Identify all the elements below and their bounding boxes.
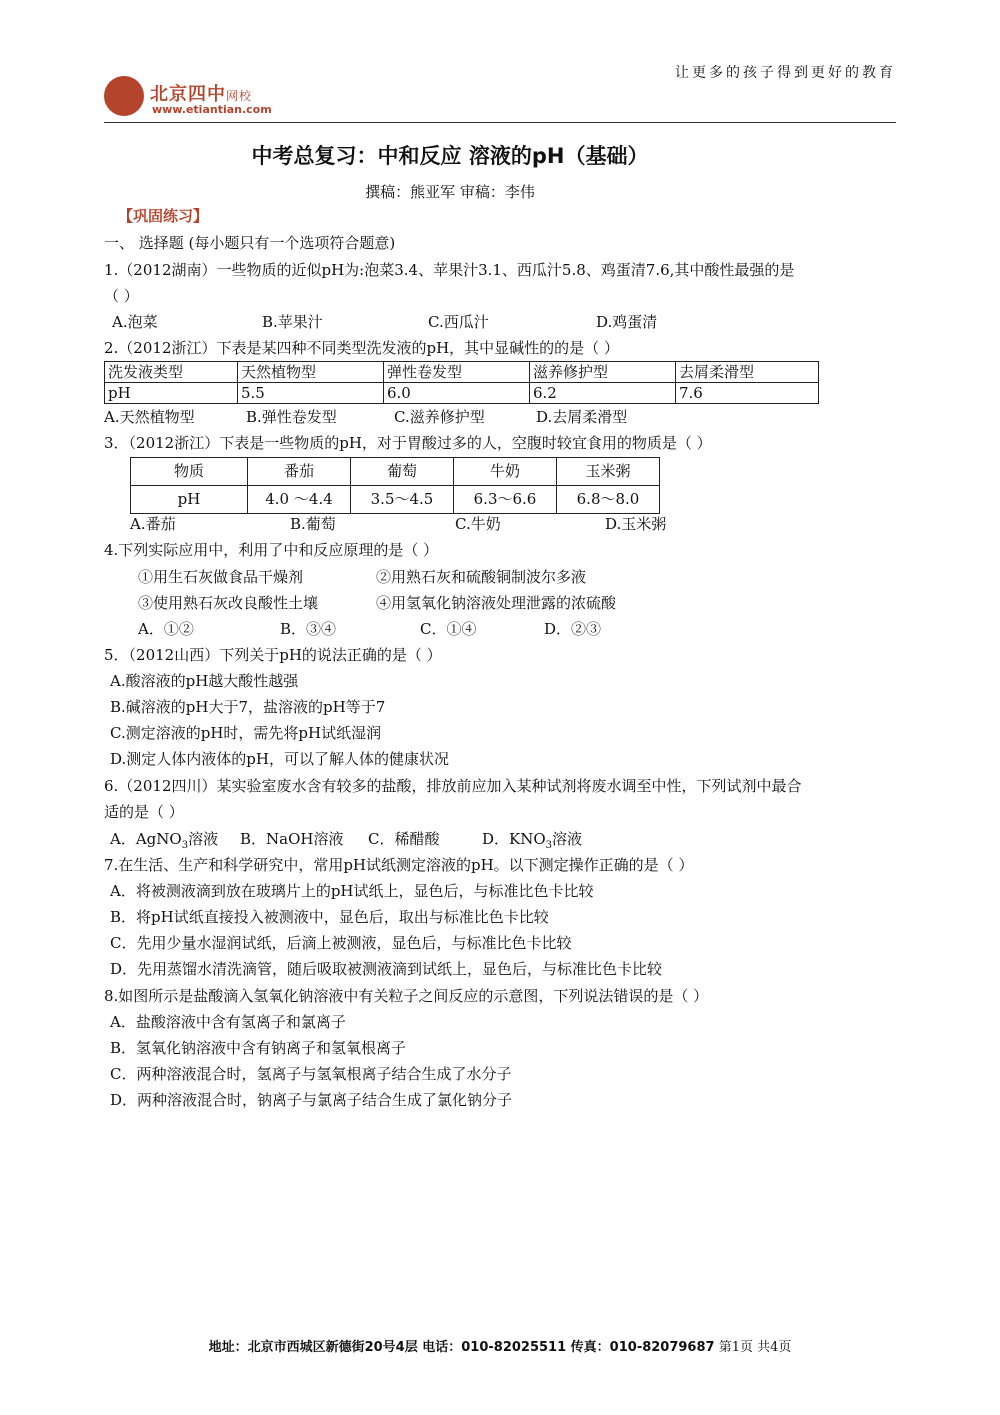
- table-row: [131, 458, 660, 486]
- question-2-option-c: C.滋养修护型: [394, 408, 485, 426]
- question-7-stem: 7.在生活、生产和科学研究中，常用pH试纸测定溶液的pH。以下测定操作正确的是（ ）: [104, 856, 694, 874]
- question-8-option-d: D．两种溶液混合时，钠离子与氯离子结合生成了氯化钠分子: [110, 1091, 513, 1109]
- question-6-option-a: A．AgNO$_3$溶液: [110, 830, 219, 851]
- question-8-stem: 8.如图所示是盐酸滴入氢氧化钠溶液中有关粒子之间反应的示意图，下列说法错误的是（ ）: [104, 987, 709, 1005]
- question-4-option-d: D．②③: [544, 620, 602, 638]
- logo-text: 北京四中网校: [150, 84, 253, 105]
- school-logo-icon: [104, 76, 144, 116]
- section-label: 【巩固练习】: [118, 207, 209, 225]
- table-cell: 弹性卷发型: [384, 362, 530, 383]
- question-3-option-c: C.牛奶: [455, 515, 501, 533]
- table-cell: 6.0: [384, 383, 530, 404]
- question-4-option-c: C．①④: [420, 620, 477, 638]
- header-slogan: 让更多的孩子得到更好的教育: [675, 65, 896, 81]
- question-2-stem: 2.（2012浙江）下表是某四种不同类型洗发液的pH，其中显碱性的的是（ ）: [104, 339, 619, 357]
- question-7-option-a: A．将被测液滴到放在玻璃片上的pH试纸上，显色后，与标准比色卡比较: [110, 882, 594, 900]
- question-1-option-c: C.西瓜汁: [428, 313, 489, 331]
- question-6-option-c: C．稀醋酸: [368, 830, 440, 848]
- question-6-stem: 6.（2012四川）某实验室废水含有较多的盐酸，排放前应加入某种试剂将废水调至中性，下列试剂中最合: [104, 777, 802, 795]
- question-3-option-b: B.葡萄: [290, 515, 336, 533]
- table-cell: 天然植物型: [238, 362, 384, 383]
- authors-line: 撰稿：熊亚军 审稿：李伟: [365, 183, 535, 201]
- table-cell: 洗发液类型: [105, 362, 238, 383]
- table-cell: 去屑柔滑型: [676, 362, 819, 383]
- table-cell: pH: [105, 383, 238, 404]
- question-5-option-c: C.测定溶液的pH时，需先将pH试纸湿润: [110, 724, 382, 742]
- question-7-option-b: B．将pH试纸直接投入被测液中，显色后，取出与标准比色卡比较: [110, 908, 549, 926]
- table-cell: 葡萄: [351, 458, 454, 486]
- table-cell: 番茄: [248, 458, 351, 486]
- question-4-item-2: ②用熟石灰和硫酸铜制波尔多液: [376, 568, 587, 586]
- question-5-stem: 5．（2012山西）下列关于pH的说法正确的是（ ）: [104, 646, 442, 664]
- question-6-stem-cont: 适的是（ ）: [104, 803, 184, 821]
- question-2-option-d: D.去屑柔滑型: [536, 408, 628, 426]
- question-8-option-b: B．氢氧化钠溶液中含有钠离子和氢氧根离子: [110, 1039, 407, 1057]
- table-cell: 5.5: [238, 383, 384, 404]
- question-6-option-d: D．$KNO_3$溶液: [482, 830, 583, 851]
- logo-url: www.etiantian.com: [152, 103, 272, 116]
- page-number: 第1页 共4页: [718, 1340, 792, 1355]
- page-footer: [0, 1336, 1000, 1355]
- table-row: [105, 362, 819, 383]
- table-cell: 滋养修护型: [530, 362, 676, 383]
- question-5-option-b: B.碱溶液的pH大于7，盐溶液的pH等于7: [110, 698, 386, 716]
- table-row: [131, 486, 660, 514]
- question-3-option-a: A.番茄: [130, 515, 176, 533]
- question-1-option-b: B.苹果汁: [262, 313, 323, 331]
- question-5-option-d: D.测定人体内液体的pH，可以了解人体的健康状况: [110, 750, 449, 768]
- table-cell: 牛奶: [454, 458, 557, 486]
- table-cell: 6.3～6.6: [454, 486, 557, 514]
- part-heading: 一、 选择题 (每小题只有一个选项符合题意): [104, 234, 396, 252]
- footer-address: 地址：北京市西城区新德街20号4层 电话：010-82025511 传真：010-82079687: [208, 1340, 715, 1355]
- question-4-stem: 4.下列实际应用中，利用了中和反应原理的是（ ）: [104, 541, 439, 559]
- table-cell: 物质: [131, 458, 248, 486]
- food-ph-table: [130, 457, 660, 514]
- question-8-option-c: C．两种溶液混合时，氢离子与氢氧根离子结合生成了水分子: [110, 1065, 512, 1083]
- question-7-option-c: C．先用少量水湿润试纸，后滴上被测液，显色后，与标准比色卡比较: [110, 934, 572, 952]
- table-cell: 3.5～4.5: [351, 486, 454, 514]
- question-1-stem: 1.（2012湖南）一些物质的近似pH为:泡菜3.4、苹果汁3.1、西瓜汁5.8、鸡蛋清7.6,其中酸性最强的是: [104, 261, 795, 279]
- question-2-option-a: A.天然植物型: [104, 408, 195, 426]
- table-cell: 玉米粥: [557, 458, 660, 486]
- question-5-option-a: A.酸溶液的pH越大酸性越强: [110, 672, 299, 690]
- page-title: 中考总复习：中和反应 溶液的pH（基础）: [251, 144, 649, 168]
- table-row: [105, 383, 819, 404]
- question-1-paren: （ ）: [104, 287, 139, 305]
- shampoo-ph-table: [104, 361, 819, 404]
- header-divider: [104, 122, 896, 123]
- question-1-option-d: D.鸡蛋清: [596, 313, 658, 331]
- question-3-option-d: D.玉米粥: [605, 515, 667, 533]
- table-cell: pH: [131, 486, 248, 514]
- table-cell: 6.8～8.0: [557, 486, 660, 514]
- table-cell: 6.2: [530, 383, 676, 404]
- table-cell: 7.6: [676, 383, 819, 404]
- question-4-item-1: ①用生石灰做食品干燥剂: [138, 568, 304, 586]
- question-4-item-3: ③使用熟石灰改良酸性土壤: [138, 594, 319, 612]
- question-3-stem: 3．（2012浙江）下表是一些物质的pH，对于胃酸过多的人，空腹时较宜食用的物质是（ ）: [104, 434, 712, 452]
- question-4-option-b: B．③④: [280, 620, 337, 638]
- question-1-option-a: A.泡菜: [112, 313, 158, 331]
- table-cell: 4.0 ～4.4: [248, 486, 351, 514]
- question-4-item-4: ④用氢氧化钠溶液处理泄露的浓硫酸: [376, 594, 617, 612]
- question-7-option-d: D．先用蒸馏水清洗滴管，随后吸取被测液滴到试纸上，显色后，与标准比色卡比较: [110, 960, 663, 978]
- question-6-option-b: B．NaOH溶液: [240, 830, 344, 848]
- question-4-option-a: A．①②: [138, 620, 194, 638]
- question-8-option-a: A．盐酸溶液中含有氢离子和氯离子: [110, 1013, 346, 1031]
- question-2-option-b: B.弹性卷发型: [246, 408, 337, 426]
